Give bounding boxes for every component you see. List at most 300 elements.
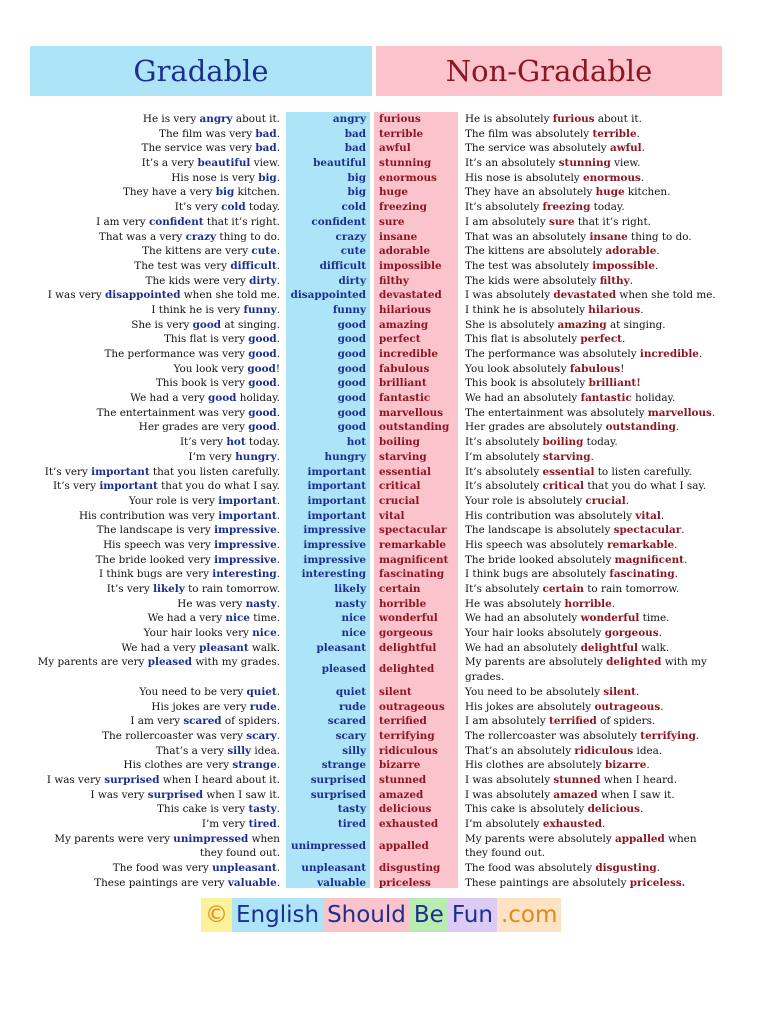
gradable-sentence <box>180 435 280 450</box>
sentence-text: I was absolutely <box>465 788 554 801</box>
sentence-text: I was absolutely <box>465 289 554 302</box>
gradable-sentence <box>45 465 280 480</box>
non-gradable-adjective <box>379 171 437 186</box>
sentence-text: We had an absolutely <box>465 641 581 654</box>
sentence-text: Your role is very <box>128 494 219 507</box>
gradable-keyword: tasty <box>248 803 277 816</box>
table-row <box>0 553 768 568</box>
gradable-keyword: scared <box>183 715 222 728</box>
non-gradable-keyword: sure <box>549 215 575 228</box>
gradable-keyword: good <box>248 333 277 346</box>
gradable-keyword: good <box>208 392 237 405</box>
gradable-sentence <box>171 171 280 186</box>
non-gradable-adjective <box>379 230 417 245</box>
sentence-text: today. <box>590 201 625 214</box>
non-gradable-adjective <box>379 376 427 391</box>
gradable-keyword: pleasant <box>199 641 249 654</box>
gradable-adjective <box>308 509 367 524</box>
adjective-text: marvellous <box>379 406 444 419</box>
gradable-sentence <box>134 259 280 274</box>
non-gradable-sentence <box>465 376 641 391</box>
english-should-be-fun-logo <box>201 898 561 932</box>
adjective-text: brilliant <box>379 377 427 390</box>
gradable-adjective <box>322 758 366 773</box>
non-gradable-adjective <box>379 112 421 127</box>
adjective-text: bad <box>344 142 366 155</box>
gradable-adjective <box>303 523 366 538</box>
non-gradable-sentence <box>465 509 664 524</box>
table-row <box>0 773 768 788</box>
gradable-adjective <box>311 215 366 230</box>
sentence-text: He is absolutely <box>465 113 553 125</box>
non-gradable-sentence <box>465 406 715 421</box>
sentence-text: . <box>640 171 645 184</box>
adjective-text: horrible <box>379 597 427 610</box>
sentence-text: about it. <box>232 113 280 125</box>
sentence-text: . <box>276 700 280 713</box>
gradable-adjective <box>338 817 366 832</box>
gradable-keyword: beautiful <box>197 157 251 170</box>
sentence-text: The rollercoaster was very <box>102 729 247 742</box>
non-gradable-sentence <box>465 420 679 435</box>
non-gradable-adjective <box>379 861 440 876</box>
sentence-text: His jokes are very <box>151 700 250 713</box>
sentence-text: . <box>629 274 633 287</box>
sentence-text: . <box>276 597 280 610</box>
sentence-text: That was an absolutely <box>465 230 590 243</box>
gradable-keyword: unpleasant <box>212 862 277 875</box>
non-gradable-sentence <box>465 362 624 377</box>
gradable-sentence <box>142 156 280 171</box>
non-gradable-keyword: outstanding <box>605 421 676 434</box>
adjective-text: pleasant <box>316 641 366 654</box>
gradable-adjective <box>317 876 366 891</box>
sentence-text: that you listen carefully. <box>149 465 280 478</box>
non-gradable-adjective <box>379 494 419 509</box>
logo-word: English <box>232 898 323 932</box>
sentence-text: . <box>276 568 280 581</box>
sentence-text: . <box>276 171 280 184</box>
gradable-adjective <box>301 861 366 876</box>
table-row <box>0 758 768 773</box>
adjective-text: magnificent <box>379 553 449 566</box>
sentence-text: The kids were very <box>145 274 250 287</box>
sentence-text: He was very <box>177 597 246 610</box>
non-gradable-keyword: delighted <box>606 656 662 669</box>
table-row <box>0 611 768 626</box>
logo-word: .com <box>497 898 561 932</box>
table-row <box>0 450 768 465</box>
table-row <box>0 141 768 156</box>
gradable-keyword: unimpressed <box>173 832 249 845</box>
gradable-adjective <box>308 494 367 509</box>
gradable-sentence <box>157 802 280 817</box>
adjective-text: dirty <box>338 274 366 287</box>
sentence-text: of spiders. <box>596 715 656 728</box>
logo-word: Should <box>323 898 410 932</box>
gradable-sentence <box>142 141 280 156</box>
non-gradable-keyword: outrageous <box>594 700 661 713</box>
non-gradable-keyword: bizarre <box>604 759 647 772</box>
non-gradable-sentence <box>465 861 660 876</box>
non-gradable-keyword: delicious <box>587 803 640 816</box>
sentence-text: that you do what I say. <box>584 480 707 493</box>
sentence-text: My parents were very <box>54 832 174 845</box>
sentence-text: It’s absolutely <box>465 201 543 214</box>
gradable-sentence <box>90 788 280 803</box>
table-row <box>0 259 768 274</box>
table-row <box>0 465 768 480</box>
gradable-keyword: big <box>258 171 277 184</box>
table-row <box>0 244 768 259</box>
gradable-adjective <box>342 200 366 215</box>
sentence-text: . <box>276 862 280 875</box>
non-gradable-adjective <box>379 832 429 861</box>
sentence-text: The test was very <box>134 259 231 272</box>
sentence-text: I am absolutely <box>465 215 550 228</box>
gradable-sentence <box>175 200 280 215</box>
sentence-text: His speech was very <box>103 538 215 551</box>
non-gradable-adjective <box>379 582 420 597</box>
gradable-keyword: crazy <box>185 230 217 243</box>
sentence-text: He was absolutely <box>465 597 565 610</box>
sentence-text: . <box>276 524 280 537</box>
adjective-text: important <box>307 509 366 522</box>
gradable-adjective <box>338 406 366 421</box>
non-gradable-keyword: terrified <box>549 715 597 728</box>
non-gradable-sentence <box>465 185 670 200</box>
sentence-text: . <box>641 142 645 155</box>
gradable-keyword: good <box>248 377 277 390</box>
non-gradable-keyword: fascinating <box>609 568 675 581</box>
sentence-text: His contribution was very <box>78 509 219 522</box>
sentence-text: . <box>698 348 703 360</box>
adjective-text: sure <box>379 215 405 228</box>
gradable-adjective <box>291 288 366 303</box>
sentence-text: time. <box>639 612 670 625</box>
non-gradable-adjective <box>379 362 429 377</box>
adjective-text: cold <box>341 201 366 214</box>
sentence-text: These paintings are absolutely <box>465 876 630 889</box>
adjective-text: funny <box>332 303 366 316</box>
sentence-text: You need to be absolutely <box>465 685 604 698</box>
gradable-sentence <box>146 274 280 289</box>
gradable-adjective <box>313 156 366 171</box>
sentence-text: . <box>276 377 280 390</box>
gradable-adjective <box>302 567 366 582</box>
sentence-text: when I saw it. <box>597 788 675 801</box>
sentence-text: time. <box>249 612 280 625</box>
non-gradable-sentence <box>465 479 706 494</box>
non-gradable-adjective <box>379 538 446 553</box>
non-gradable-keyword: gorgeous <box>604 627 659 640</box>
table-row <box>0 567 768 582</box>
sentence-text: I was very <box>90 788 148 801</box>
non-gradable-sentence <box>465 700 663 715</box>
gradable-adjective <box>345 127 366 142</box>
sentence-text: of spiders. <box>221 715 280 728</box>
adjective-text: filthy <box>379 274 409 287</box>
sentence-text: That’s an absolutely <box>465 744 575 757</box>
sentence-text: idea. <box>251 744 280 757</box>
table-row <box>0 435 768 450</box>
non-gradable-sentence <box>465 465 692 480</box>
sentence-text: . <box>654 259 659 272</box>
gradable-keyword: hungry <box>235 450 277 463</box>
non-gradable-sentence <box>465 758 650 773</box>
non-gradable-sentence <box>465 582 679 597</box>
sentence-text: . <box>611 597 616 610</box>
adjective-text: hot <box>346 436 366 449</box>
adjective-text: hungry <box>324 450 366 463</box>
sentence-text: . <box>276 803 280 816</box>
adjective-text: difficult <box>319 259 366 272</box>
non-gradable-sentence <box>465 802 643 817</box>
adjective-text: essential <box>379 465 431 478</box>
adjective-text: good <box>337 362 366 375</box>
gradable-keyword: good <box>248 421 277 434</box>
non-gradable-keyword: amazing <box>557 318 607 331</box>
sentence-text: . <box>602 818 606 831</box>
header-non-gradable: Non-Gradable <box>376 46 722 96</box>
gradable-keyword: important <box>218 494 277 507</box>
gradable-sentence <box>143 112 280 127</box>
non-gradable-keyword: stunned <box>553 773 601 786</box>
table-row <box>0 200 768 215</box>
gradable-sentence <box>156 376 280 391</box>
gradable-adjective <box>335 597 366 612</box>
non-gradable-sentence <box>465 773 677 788</box>
sentence-text: We had a very <box>130 392 209 405</box>
table-row <box>0 655 768 684</box>
adjective-text: insane <box>379 230 418 243</box>
gradable-adjective <box>291 832 366 861</box>
gradable-keyword: surprised <box>104 773 160 786</box>
gradable-adjective <box>311 773 366 788</box>
sentence-text: . <box>711 406 716 419</box>
sentence-text: My parents were absolutely <box>465 832 616 845</box>
non-gradable-sentence <box>465 714 655 729</box>
non-gradable-keyword: amazed <box>553 788 598 801</box>
gradable-sentence <box>99 567 280 582</box>
sentence-text: This cake is absolutely <box>465 803 588 816</box>
gradable-keyword: cute <box>251 245 277 258</box>
sentence-text: We had an absolutely <box>465 392 581 405</box>
gradable-adjective <box>333 303 366 318</box>
adjective-text: amazed <box>379 788 424 801</box>
adjective-text: outrageous <box>379 700 445 713</box>
gradable-sentence <box>139 685 280 700</box>
sentence-text: You look very <box>173 362 248 375</box>
adjective-text: good <box>337 333 366 346</box>
sentence-text: It’s absolutely <box>465 465 543 478</box>
adjective-text: exhausted <box>379 818 439 831</box>
sentence-text: . <box>276 333 280 346</box>
adjective-text: interesting <box>301 568 366 581</box>
non-gradable-sentence <box>465 494 629 509</box>
gradable-keyword: disappointed <box>105 289 181 302</box>
sentence-text: This flat is absolutely <box>465 333 581 346</box>
gradable-keyword: interesting <box>212 568 277 581</box>
gradable-sentence <box>164 332 280 347</box>
non-gradable-keyword: filthy <box>599 274 630 287</box>
non-gradable-sentence <box>465 215 651 230</box>
gradable-sentence <box>107 582 280 597</box>
non-gradable-adjective <box>379 744 438 759</box>
adjective-text: confident <box>311 215 366 228</box>
table-row <box>0 832 768 861</box>
non-gradable-adjective <box>379 200 427 215</box>
sentence-text: . <box>276 245 280 258</box>
sentence-text: . <box>276 274 280 287</box>
sentence-text: that it’s right. <box>574 215 651 228</box>
gradable-keyword: hot <box>226 436 246 449</box>
adjective-text: bad <box>344 127 366 140</box>
table-row <box>0 156 768 171</box>
adjective-text: impressive <box>303 553 366 566</box>
non-gradable-sentence <box>465 450 594 465</box>
adjective-table <box>0 112 768 890</box>
sentence-text: today. <box>245 201 280 214</box>
sentence-text: to listen carefully. <box>594 465 692 478</box>
non-gradable-keyword: spectacular <box>613 524 682 537</box>
non-gradable-sentence <box>465 744 662 759</box>
sentence-text: holiday. <box>236 392 280 405</box>
sentence-text: This cake is very <box>156 803 249 816</box>
gradable-adjective <box>325 450 366 465</box>
gradable-keyword: cold <box>221 201 246 214</box>
sentence-text: . <box>276 421 280 434</box>
non-gradable-keyword: furious <box>552 113 595 125</box>
sentence-text: I think bugs are very <box>98 568 213 581</box>
sentence-text: We had a very <box>147 612 226 625</box>
adjective-text: awful <box>379 142 411 155</box>
gradable-keyword: tired <box>248 818 277 831</box>
non-gradable-adjective <box>379 655 434 684</box>
gradable-adjective <box>348 185 366 200</box>
adjective-text: important <box>307 494 366 507</box>
gradable-sentence <box>53 479 280 494</box>
gradable-sentence <box>99 230 280 245</box>
table-row <box>0 479 768 494</box>
sentence-text: His nose is very <box>171 171 259 184</box>
adjective-text: fabulous <box>379 362 430 375</box>
sentence-text: about it. <box>594 113 642 125</box>
adjective-text: crucial <box>379 494 420 507</box>
non-gradable-adjective <box>379 567 444 582</box>
gradable-adjective <box>328 714 366 729</box>
sentence-text: The bride looked very <box>95 553 215 566</box>
table-row <box>0 274 768 289</box>
sentence-text: His contribution was absolutely <box>465 509 636 522</box>
adjective-text: incredible <box>379 348 438 360</box>
non-gradable-keyword: brilliant! <box>588 377 641 390</box>
gradable-sentence <box>30 655 280 670</box>
non-gradable-sentence <box>465 832 720 861</box>
sentence-text: . <box>674 568 678 581</box>
gradable-sentence <box>189 450 281 465</box>
sentence-text: It’s very <box>106 583 154 595</box>
adjective-text: freezing <box>379 201 427 214</box>
gradable-keyword: scary <box>246 729 277 742</box>
gradable-sentence <box>174 362 280 377</box>
sentence-text: . <box>656 862 661 875</box>
gradable-sentence <box>129 494 280 509</box>
non-gradable-sentence <box>465 347 702 362</box>
sentence-text: . <box>276 538 280 551</box>
table-row <box>0 362 768 377</box>
non-gradable-keyword: huge <box>595 186 625 199</box>
gradable-adjective <box>336 230 366 245</box>
table-row <box>0 509 768 524</box>
gradable-adjective <box>338 802 366 817</box>
table-row <box>0 318 768 333</box>
non-gradable-sentence <box>465 553 687 568</box>
adjective-text: nice <box>341 612 366 625</box>
gradable-keyword: rude <box>249 700 277 713</box>
sentence-text: It’s very <box>174 201 222 214</box>
sentence-text: It’s very <box>44 465 92 478</box>
adjective-text: hilarious <box>379 303 431 316</box>
sentence-text: kitchen. <box>624 186 671 199</box>
sentence-text: The landscape is absolutely <box>465 524 614 537</box>
sentence-text: . <box>276 494 280 507</box>
sentence-text: . <box>656 245 660 258</box>
non-gradable-keyword: appalled <box>615 832 665 845</box>
adjective-text: valuable <box>317 876 366 889</box>
gradable-keyword: confident <box>148 215 204 228</box>
non-gradable-sentence <box>465 141 645 156</box>
table-row <box>0 538 768 553</box>
non-gradable-adjective <box>379 802 431 817</box>
sentence-text: . <box>276 876 280 889</box>
adjective-text: impossible <box>379 259 442 272</box>
non-gradable-sentence <box>465 318 666 333</box>
non-gradable-keyword: wonderful <box>580 612 640 625</box>
gradable-keyword: good <box>248 348 277 360</box>
table-row <box>0 303 768 318</box>
gradable-sentence <box>124 758 280 773</box>
gradable-sentence <box>104 347 280 362</box>
adjective-text: nasty <box>335 597 366 610</box>
sentence-text: I was very <box>46 773 105 786</box>
sentence-text: It’s a very <box>141 157 198 170</box>
non-gradable-keyword: terrifying <box>640 729 696 742</box>
table-row <box>0 582 768 597</box>
non-gradable-keyword: certain <box>542 583 584 595</box>
table-row <box>0 112 768 127</box>
gradable-adjective <box>345 141 366 156</box>
sentence-text: . <box>276 553 280 566</box>
gradable-adjective <box>322 655 366 684</box>
sentence-text: I’m absolutely <box>465 818 543 831</box>
adjective-text: devastated <box>379 289 442 302</box>
sentence-text: to rain tomorrow. <box>583 583 680 595</box>
adjective-text: disappointed <box>290 289 366 302</box>
non-gradable-adjective <box>379 788 423 803</box>
sentence-text: My parents are very <box>37 656 148 669</box>
non-gradable-keyword: hilarious <box>588 303 641 316</box>
sentence-text: These paintings are very <box>94 876 228 889</box>
gradable-keyword: bad <box>255 142 277 155</box>
header-gradable: Gradable <box>30 46 372 96</box>
sentence-text: His nose is absolutely <box>465 171 583 184</box>
adjective-text: tasty <box>337 803 366 816</box>
gradable-adjective <box>342 744 366 759</box>
non-gradable-adjective <box>379 641 436 656</box>
table-row <box>0 729 768 744</box>
sentence-text: I am very <box>96 215 149 228</box>
